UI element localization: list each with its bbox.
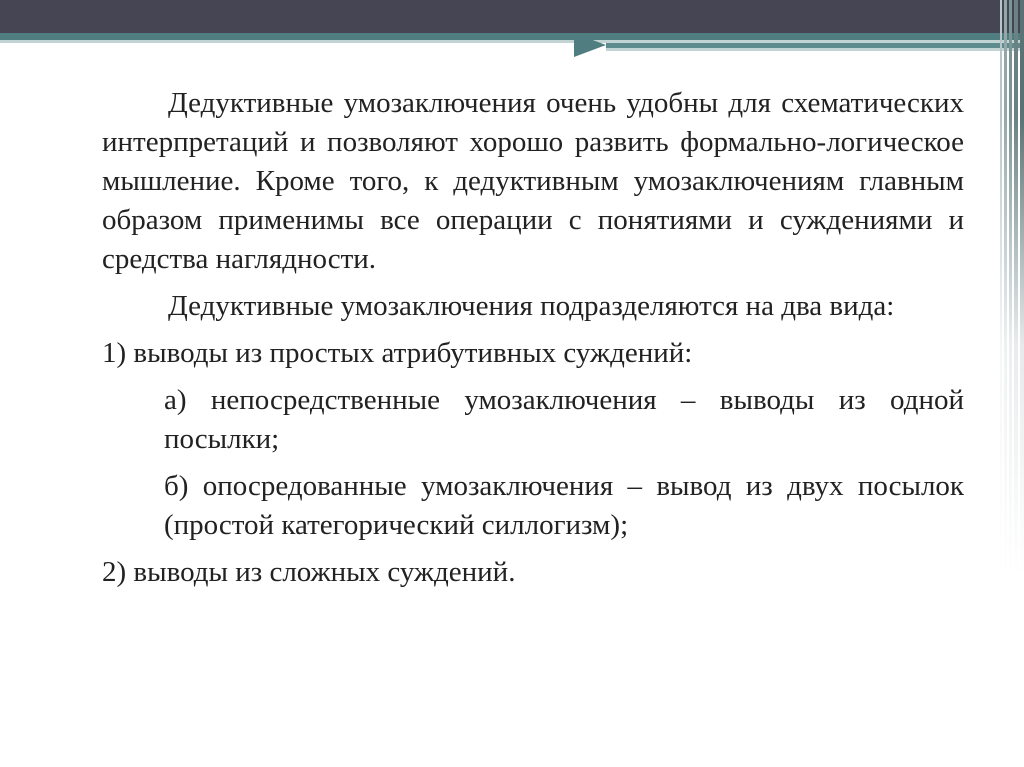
list-item-2: 2) выводы из сложных суждений. [102,556,516,588]
paragraph-intro: Дедуктивные умозаключения очень удобны для схематических интерпретаций и позволяют хорошо развить формально-логическое мышление. Кроме того, к дедуктивным умозаключениям главным образом применимы все операции с понятиями и суждениями и средства наглядности. [102,87,964,275]
slide-body [102,84,964,592]
list-item-1: 1) выводы из простых атрибутивных суждений: [102,337,693,369]
list-item-1b: б) опосредованные умозаключения – вывод из двух посылок (простой категорический силлогизм); [164,470,964,541]
header-arrow [574,33,606,57]
list-item-1a: а) непосредственные умозаключения – выводы из одной посылки; [164,384,964,455]
header-teal-band [0,33,1024,40]
header-bottom-strip-light [606,48,1024,51]
right-stripe-fade [1000,0,1024,767]
paragraph-types: Дедуктивные умозаключения подразделяются на два вида: [168,290,895,322]
header-dark-band [0,0,1024,33]
